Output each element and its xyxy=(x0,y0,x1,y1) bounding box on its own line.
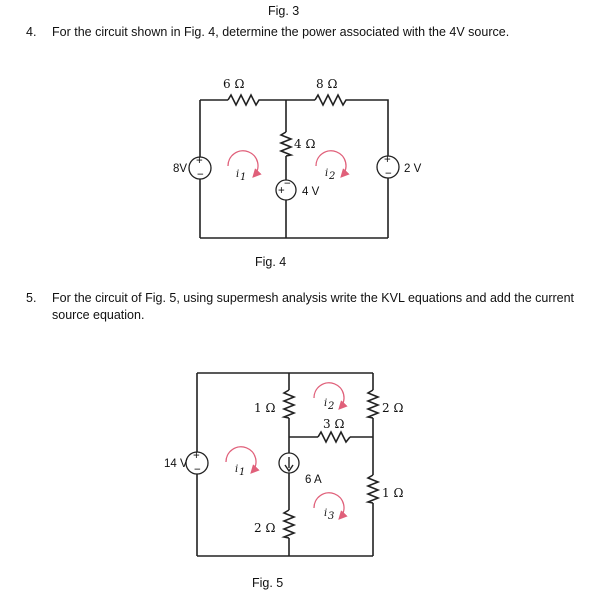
fig4-label-6ohm: 6 Ω xyxy=(223,77,245,91)
fig5-label-1ohm-top: 1 Ω xyxy=(254,401,276,415)
fig5-label-1ohm-right: 1 Ω xyxy=(382,486,404,500)
problem-5-text-line2: source equation. xyxy=(52,308,145,322)
fig5-mesh-current-i2 xyxy=(314,383,344,412)
fig5-resistor-1ohm-right xyxy=(368,475,378,503)
fig4-label-8ohm: 8 Ω xyxy=(316,77,338,91)
svg-text:1: 1 xyxy=(239,467,246,478)
fig5-resistor-3ohm xyxy=(318,432,350,442)
fig4-label-4ohm: 4 Ω xyxy=(294,137,316,151)
fig4-caption: Fig. 4 xyxy=(255,255,287,269)
fig5-resistor-2ohm-right xyxy=(368,390,378,418)
svg-text:2: 2 xyxy=(329,171,336,182)
svg-text:3: 3 xyxy=(328,511,335,522)
svg-text:i: i xyxy=(324,508,328,519)
fig4-source-8v-plus: + xyxy=(196,155,203,167)
fig5-label-14v: 14 V xyxy=(164,458,188,470)
fig5-label-2ohm-bottom: 2 Ω xyxy=(254,521,276,535)
fig5-label-3ohm: 3 Ω xyxy=(323,417,345,431)
svg-text:i: i xyxy=(324,398,328,409)
svg-text:+: + xyxy=(193,450,200,462)
svg-text:i: i xyxy=(236,169,240,180)
fig4-source-2v-minus: − xyxy=(385,168,392,180)
fig4-label-4v: 4 V xyxy=(302,186,320,198)
svg-text:i: i xyxy=(325,168,329,179)
problem-4-text: For the circuit shown in Fig. 4, determine the power associated with the 4V source. xyxy=(52,25,510,39)
fig5-current-source-6a xyxy=(279,453,299,473)
problem-5-number: 5. xyxy=(26,291,37,305)
fig4-source-4v-plus: + xyxy=(278,185,285,197)
fig5-caption: Fig. 5 xyxy=(252,576,284,590)
fig5-label-6a: 6 A xyxy=(305,474,322,486)
fig5-resistor-1ohm-top xyxy=(284,390,294,418)
fig5-mesh-current-i1 xyxy=(226,447,256,478)
svg-text:i: i xyxy=(235,464,239,475)
svg-text:1: 1 xyxy=(240,172,247,183)
fig5-source-14v xyxy=(186,450,208,476)
fig4-source-4v-minus: − xyxy=(284,178,291,190)
fig3-caption: Fig. 3 xyxy=(268,4,300,18)
fig5-resistor-2ohm-bottom xyxy=(284,510,294,538)
fig5-label-2ohm-right: 2 Ω xyxy=(382,401,404,415)
fig4-label-2v: 2 V xyxy=(404,163,422,175)
svg-text:2: 2 xyxy=(328,401,335,412)
problem-4-number: 4. xyxy=(26,25,37,39)
problem-5-text-line1: For the circuit of Fig. 5, using supermesh analysis write the KVL equations and add the current xyxy=(52,291,575,305)
fig4-source-2v-plus: + xyxy=(384,154,391,166)
fig5-mesh-current-i3 xyxy=(314,493,344,522)
fig4-source-8v-minus: − xyxy=(197,169,204,181)
svg-text:−: − xyxy=(194,464,201,476)
fig4-label-8v: 8V xyxy=(173,163,188,175)
